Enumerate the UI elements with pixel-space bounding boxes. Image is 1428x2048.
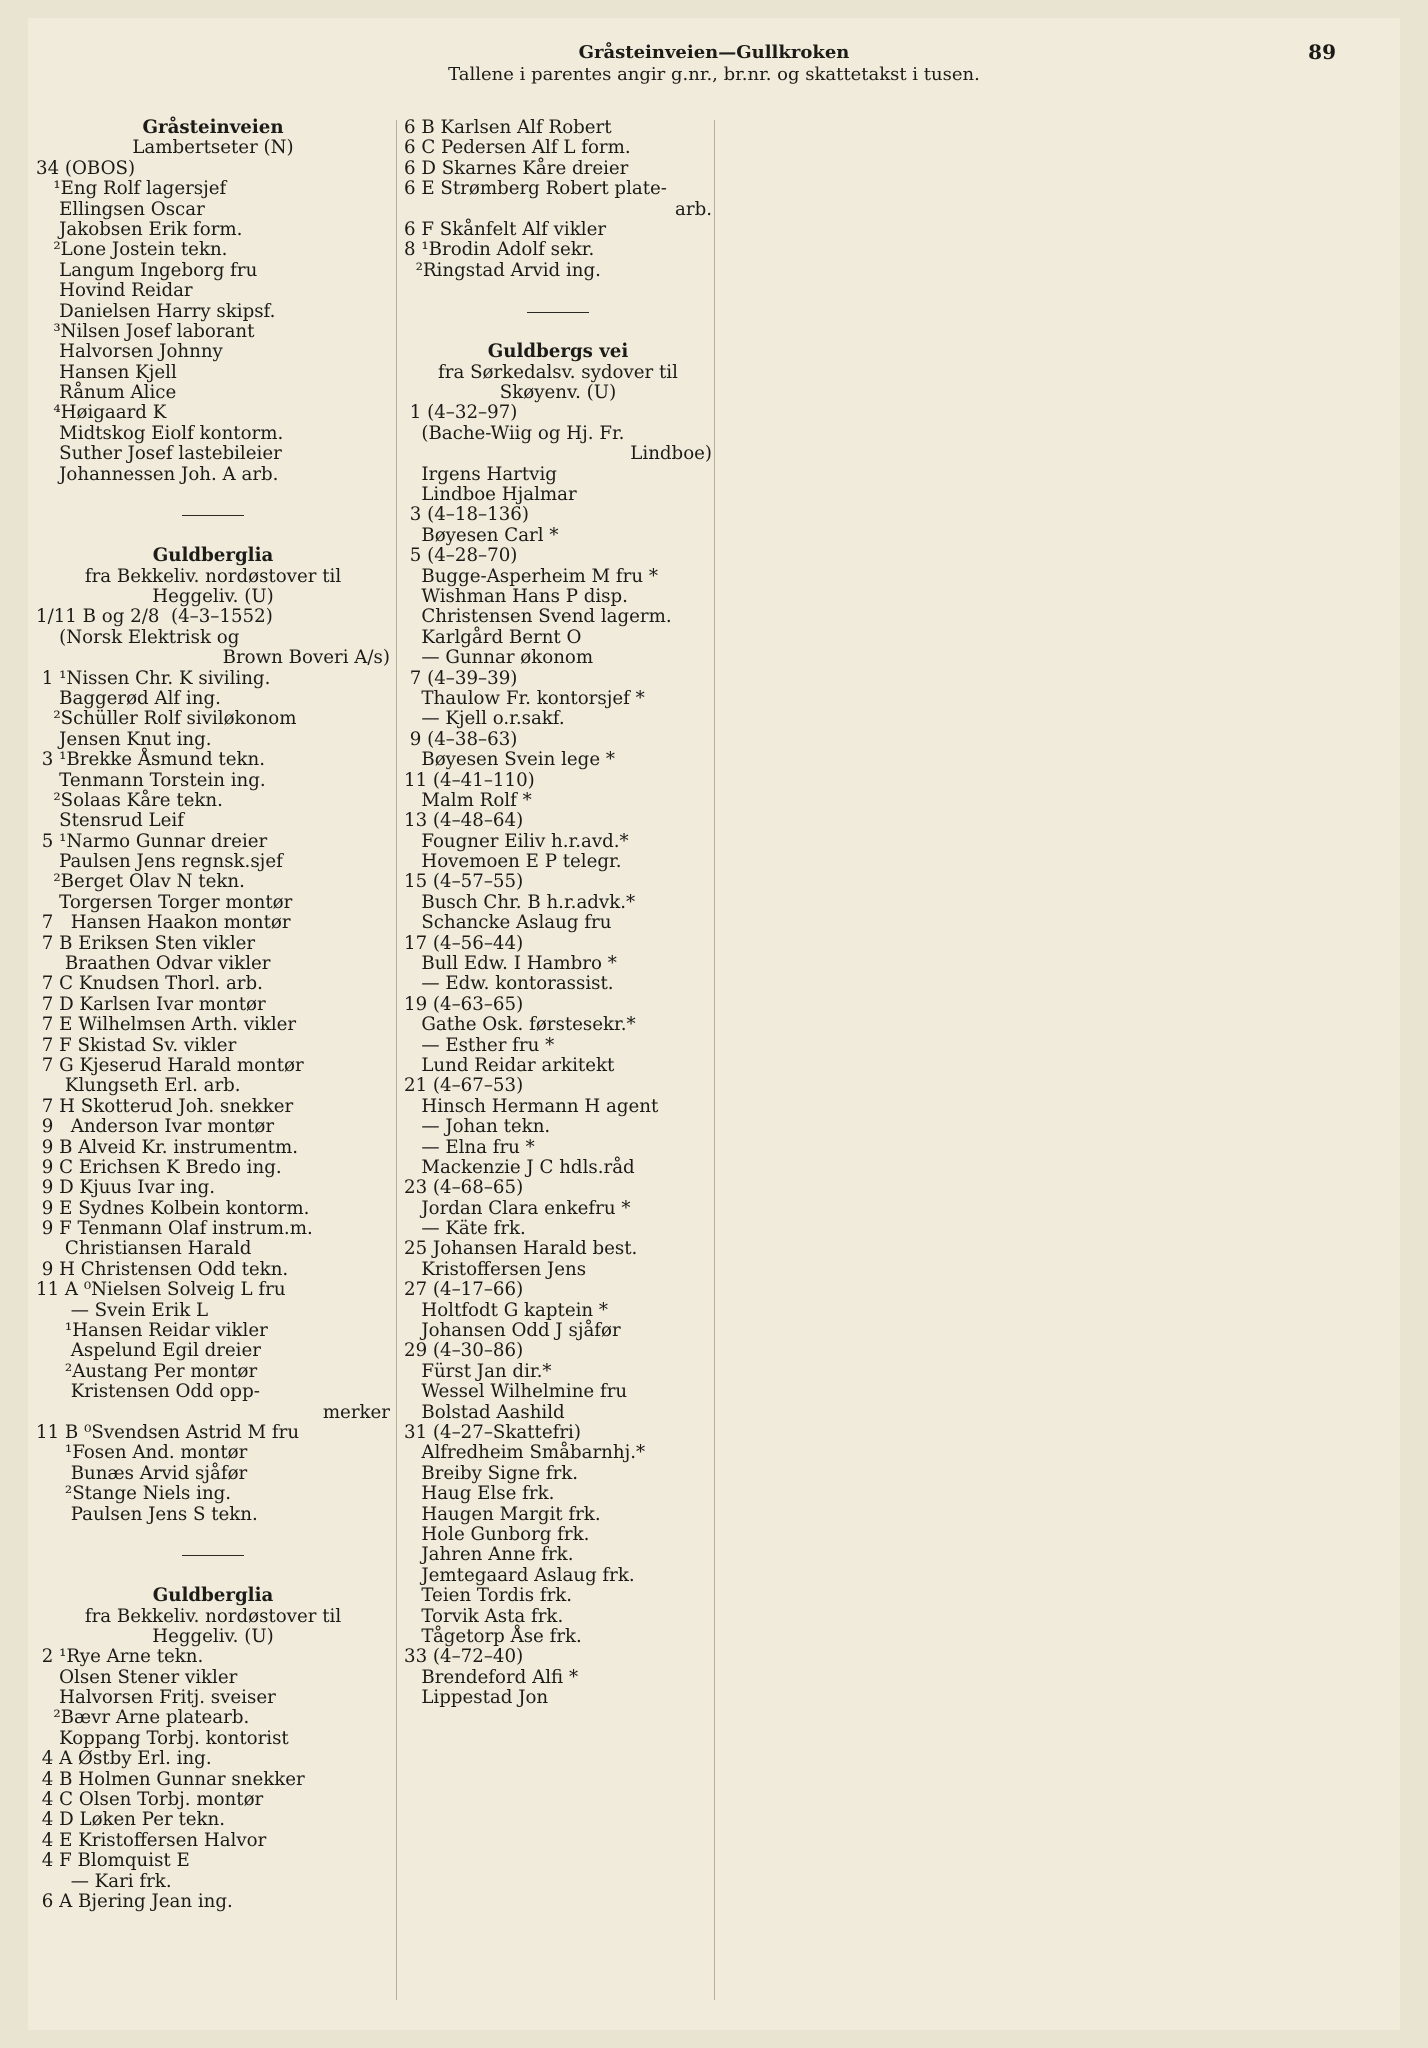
directory-entry: 2 ¹Rye Arne tekn. <box>36 1646 204 1668</box>
directory-entry: ²Schüller Rolf siviløkonom <box>36 708 297 730</box>
directory-entry: 7 D Karlsen Ivar montør <box>36 993 266 1015</box>
street-description: fra Sørkedalsv. sydover til <box>438 361 678 383</box>
directory-entry: 19 (4–63–65) <box>404 993 524 1015</box>
directory-entry: Alfredheim Småbarnhj.* <box>404 1442 646 1464</box>
directory-entry: Lippestad Jon <box>404 1687 549 1709</box>
directory-entry: 4 F Blomquist E <box>36 1850 190 1872</box>
directory-entry: Karlgård Bernt O <box>404 626 582 648</box>
directory-entry: Johannessen Joh. A arb. <box>36 463 279 485</box>
directory-entry: ³Nilsen Josef laborant <box>36 320 255 342</box>
directory-entry: Paulsen Jens regnsk.sjef <box>36 851 283 873</box>
directory-entry: Thaulow Fr. kontorsjef * <box>404 687 645 709</box>
directory-entry: 4 A Østby Erl. ing. <box>36 1748 212 1770</box>
spacer <box>36 1525 390 1545</box>
directory-entry: Christensen Svend lagerm. <box>404 606 672 628</box>
directory-entry: Wishman Hans P disp. <box>404 585 628 607</box>
page-subtitle: Tallene i parentes angir g.nr., br.nr. og skattetakst i tusen. <box>448 64 980 85</box>
directory-entry: — Svein Erik L <box>36 1299 209 1321</box>
directory-entry: ²Ringstad Arvid ing. <box>404 259 601 281</box>
directory-entry: — Elna fru * <box>404 1136 535 1158</box>
directory-entry: 33 (4–72–40) <box>404 1646 524 1668</box>
street-heading: Guldberglia <box>152 1585 274 1607</box>
street-heading: Guldberglia <box>152 545 274 567</box>
directory-entry: 6 A Bjering Jean ing. <box>36 1890 233 1912</box>
directory-entry: ²Lone Jostein tekn. <box>36 239 228 261</box>
directory-entry: ²Berget Olav N tekn. <box>36 871 245 893</box>
column-divider <box>396 120 397 2000</box>
directory-entry: Teien Tordis frk. <box>404 1585 573 1607</box>
directory-entry: Holtfodt G kaptein * <box>404 1299 608 1321</box>
directory-entry: Midtskog Eiolf kontorm. <box>36 422 284 444</box>
directory-entry: 9 (4–38–63) <box>404 728 518 750</box>
directory-entry: 4 C Olsen Torbj. montør <box>36 1789 264 1811</box>
page-number: 89 <box>1308 40 1336 64</box>
directory-entry: 3 ¹Brekke Åsmund tekn. <box>36 749 265 771</box>
directory-entry: 7 E Wilhelmsen Arth. vikler <box>36 1014 297 1036</box>
directory-entry: 15 (4–57–55) <box>404 871 524 893</box>
directory-entry: 4 E Kristoffersen Halvor <box>36 1829 267 1851</box>
directory-entry: 4 D Løken Per tekn. <box>36 1809 226 1831</box>
directory-entry: Torgersen Torger montør <box>36 891 293 913</box>
directory-column-1 <box>36 118 390 1912</box>
directory-entry: 6 C Pedersen Alf L form. <box>404 137 631 159</box>
street-description: fra Bekkeliv. nordøstover til <box>84 565 342 587</box>
running-head: Gråsteinveien—Gullkroken <box>578 42 850 63</box>
street-description: Heggeliv. (U) <box>152 585 274 607</box>
directory-entry: 25 Johansen Harald best. <box>404 1238 638 1260</box>
directory-entry: Malm Rolf * <box>404 789 532 811</box>
directory-entry: — Kjell o.r.sakf. <box>404 708 565 730</box>
directory-entry: ²Solaas Kåre tekn. <box>36 789 223 811</box>
directory-entry: 11 A ⁰Nielsen Solveig L fru <box>36 1279 286 1301</box>
street-description: fra Bekkeliv. nordøstover til <box>84 1605 342 1627</box>
directory-entry: (Norsk Elektrisk og <box>36 626 240 648</box>
directory-entry: 1 (4–32–97) <box>404 402 518 424</box>
section-rule <box>404 302 712 322</box>
directory-entry: 5 (4–28–70) <box>404 545 518 567</box>
directory-entry: Brown Boveri A/s) <box>222 647 390 669</box>
directory-entry: ²Stange Niels ing. <box>36 1483 232 1505</box>
directory-entry: Bugge-Asperheim M fru * <box>404 565 658 587</box>
directory-entry: Aspelund Egil dreier <box>36 1340 261 1362</box>
directory-entry: Kristensen Odd opp- <box>36 1381 260 1403</box>
directory-entry: ¹Fosen And. montør <box>36 1442 248 1464</box>
directory-entry: Halvorsen Johnny <box>36 341 223 363</box>
directory-entry: 13 (4–48–64) <box>404 810 524 832</box>
street-heading: Gråsteinveien <box>142 117 284 138</box>
directory-entry: 9 E Sydnes Kolbein kontorm. <box>36 1197 310 1219</box>
directory-entry: Hole Gunborg frk. <box>404 1523 590 1545</box>
section-rule <box>36 505 390 525</box>
street-heading: Guldbergs vei <box>487 341 629 363</box>
directory-entry: 7 Hansen Haakon montør <box>36 912 291 934</box>
directory-entry: Olsen Stener vikler <box>36 1666 238 1688</box>
directory-entry: Christiansen Harald <box>36 1238 252 1260</box>
directory-entry: Ellingsen Oscar <box>36 198 205 220</box>
directory-column-2 <box>404 118 712 1708</box>
directory-entry: 21 (4–67–53) <box>404 1075 524 1097</box>
directory-entry: Hovemoen E P telegr. <box>404 851 622 873</box>
directory-entry: Hansen Kjell <box>36 361 177 383</box>
directory-entry: 7 G Kjeserud Harald montør <box>36 1054 304 1076</box>
directory-entry: 7 H Skotterud Joh. snekker <box>36 1095 294 1117</box>
directory-entry: ²Austang Per montør <box>36 1360 258 1382</box>
directory-entry: Paulsen Jens S tekn. <box>36 1503 258 1525</box>
directory-entry: Fougner Eiliv h.r.avd.* <box>404 830 629 852</box>
directory-entry: Breiby Signe frk. <box>404 1462 579 1484</box>
directory-entry: arb. <box>675 198 712 220</box>
directory-entry: Wessel Wilhelmine fru <box>404 1381 628 1403</box>
directory-entry: Bøyesen Carl * <box>404 524 559 546</box>
directory-entry: Langum Ingeborg fru <box>36 259 258 281</box>
directory-entry: merker <box>322 1401 390 1423</box>
directory-entry: Mackenzie J C hdls.råd <box>404 1156 635 1178</box>
column-divider <box>714 120 715 2000</box>
directory-entry: Kristoffersen Jens <box>404 1258 587 1280</box>
directory-entry: 6 D Skarnes Kåre dreier <box>404 157 629 179</box>
directory-entry: Rånum Alice <box>36 382 177 404</box>
directory-entry: 6 B Karlsen Alf Robert <box>404 117 612 138</box>
directory-entry: 31 (4–27–Skattefri) <box>404 1422 581 1443</box>
directory-entry: Tenmann Torstein ing. <box>36 769 266 791</box>
directory-entry: — Johan tekn. <box>404 1116 551 1138</box>
directory-entry: 6 F Skånfelt Alf vikler <box>404 218 607 240</box>
directory-entry: Bolstad Aashild <box>404 1401 565 1423</box>
directory-entry: — Kari frk. <box>36 1870 172 1892</box>
directory-entry: Haugen Margit frk. <box>404 1503 601 1525</box>
directory-entry: 11 B ⁰Svendsen Astrid M fru <box>36 1422 300 1443</box>
directory-entry: (Bache-Wiig og Hj. Fr. <box>404 422 625 444</box>
directory-entry: Koppang Torbj. kontorist <box>36 1727 289 1749</box>
directory-entry: Jensen Knut ing. <box>36 728 212 750</box>
directory-entry: 1/11 B og 2/8 (4–3–1552) <box>36 606 273 628</box>
directory-entry: — Käte frk. <box>404 1218 526 1240</box>
directory-entry: Jakobsen Erik form. <box>36 218 243 240</box>
directory-entry: — Esther fru * <box>404 1034 555 1056</box>
street-description: Skøyenv. (U) <box>499 382 617 404</box>
directory-entry: Lund Reidar arkitekt <box>404 1054 615 1076</box>
directory-entry: 11 (4–41–110) <box>404 769 535 791</box>
directory-entry: Gathe Osk. førstesekr.* <box>404 1014 636 1036</box>
directory-entry: 6 E Strømberg Robert plate- <box>404 178 667 200</box>
directory-entry: Torvik Asta frk. <box>404 1605 564 1627</box>
directory-entry: ²Bævr Arne platearb. <box>36 1707 250 1729</box>
directory-entry: 1 ¹Nissen Chr. K siviling. <box>36 667 271 689</box>
directory-entry: Bull Edw. I Hambro * <box>404 953 617 975</box>
directory-entry: 9 H Christensen Odd tekn. <box>36 1258 289 1280</box>
directory-entry: Stensrud Leif <box>36 810 184 832</box>
directory-entry: Schancke Aslaug fru <box>404 912 612 934</box>
directory-entry: Jordan Clara enkefru * <box>404 1197 631 1219</box>
directory-entry: 23 (4–68–65) <box>404 1177 524 1199</box>
directory-entry: Suther Josef lastebileier <box>36 443 282 465</box>
directory-entry: Lindboe Hjalmar <box>404 484 577 506</box>
section-rule <box>36 1545 390 1565</box>
directory-entry: Johansen Odd J sjåfør <box>404 1320 621 1342</box>
directory-entry: Bunæs Arvid sjåfør <box>36 1462 248 1484</box>
directory-entry: 9 D Kjuus Ivar ing. <box>36 1177 215 1199</box>
directory-entry: 9 F Tenmann Olaf instrum.m. <box>36 1218 313 1240</box>
directory-entry: 9 C Erichsen K Bredo ing. <box>36 1156 282 1178</box>
directory-entry: 7 B Eriksen Sten vikler <box>36 932 256 954</box>
directory-entry: Bøyesen Svein lege * <box>404 749 615 771</box>
directory-entry: 5 ¹Narmo Gunnar dreier <box>36 830 268 852</box>
directory-entry: Jemtegaard Aslaug frk. <box>404 1564 635 1586</box>
spacer <box>404 281 712 301</box>
directory-entry: Lindboe) <box>630 443 712 465</box>
directory-entry: Busch Chr. B h.r.advk.* <box>404 891 636 913</box>
directory-entry: 9 Anderson Ivar montør <box>36 1116 275 1138</box>
directory-entry: — Edw. kontorassist. <box>404 973 614 995</box>
directory-entry: Haug Else frk. <box>404 1483 555 1505</box>
directory-entry: Halvorsen Fritj. sveiser <box>36 1687 276 1709</box>
directory-entry: 4 B Holmen Gunnar snekker <box>36 1768 305 1790</box>
directory-entry: Jahren Anne frk. <box>404 1544 574 1566</box>
directory-entry: Fürst Jan dir.* <box>404 1360 552 1382</box>
spacer <box>36 485 390 505</box>
directory-entry: Danielsen Harry skipsf. <box>36 300 276 322</box>
directory-entry: Hovind Reidar <box>36 280 193 302</box>
directory-entry: 9 B Alveid Kr. instrumentm. <box>36 1136 298 1158</box>
directory-entry: 29 (4–30–86) <box>404 1340 524 1362</box>
directory-entry: Tågetorp Åse frk. <box>404 1625 582 1647</box>
directory-entry: Irgens Hartvig <box>404 463 557 485</box>
directory-entry: Baggerød Alf ing. <box>36 687 221 709</box>
directory-entry: 7 F Skistad Sv. vikler <box>36 1034 237 1056</box>
directory-entry: ¹Eng Rolf lagersjef <box>36 178 227 200</box>
street-description: Lambertseter (N) <box>132 137 294 159</box>
spacer <box>404 322 712 342</box>
directory-entry: ¹Hansen Reidar vikler <box>36 1320 268 1342</box>
directory-entry: Braathen Odvar vikler <box>36 953 271 975</box>
directory-entry: Brendeford Alfi * <box>404 1666 579 1688</box>
directory-entry: Hinsch Hermann H agent <box>404 1095 659 1117</box>
directory-entry: Klungseth Erl. arb. <box>36 1075 241 1097</box>
directory-entry: — Gunnar økonom <box>404 647 594 669</box>
spacer <box>36 1566 390 1586</box>
directory-entry: ⁴Høigaard K <box>36 402 167 424</box>
directory-entry: 27 (4–17–66) <box>404 1279 524 1301</box>
directory-entry: 7 C Knudsen Thorl. arb. <box>36 973 263 995</box>
directory-entry: 7 (4–39–39) <box>404 667 518 689</box>
directory-entry: 34 (OBOS) <box>36 157 136 179</box>
street-description: Heggeliv. (U) <box>152 1625 274 1647</box>
directory-entry: 17 (4–56–44) <box>404 932 524 954</box>
directory-entry: 8 ¹Brodin Adolf sekr. <box>404 239 595 261</box>
spacer <box>36 526 390 546</box>
directory-entry: 3 (4–18–136) <box>404 504 529 526</box>
